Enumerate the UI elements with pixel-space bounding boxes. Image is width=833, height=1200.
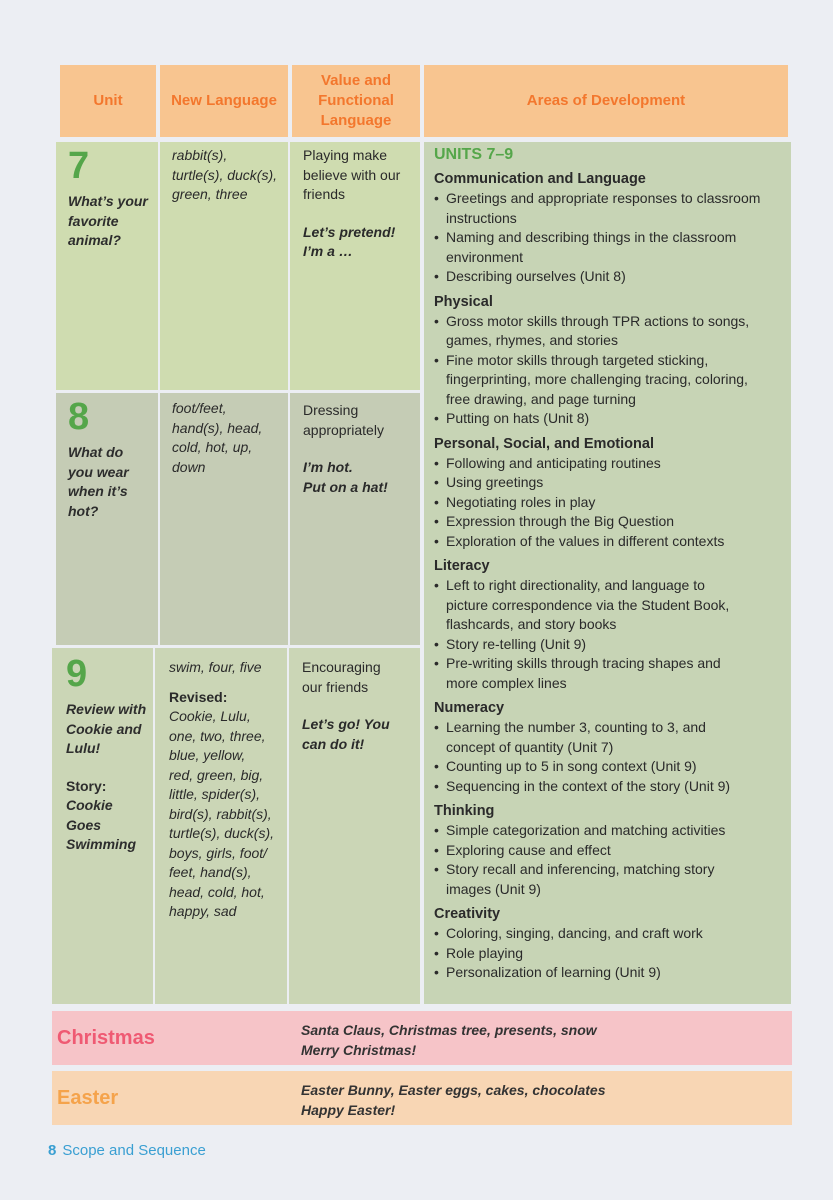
revised-word-line: happy, sad <box>169 903 237 919</box>
page-footer <box>48 1142 206 1159</box>
area-bullet-line: • Exploring cause and effect <box>446 841 611 858</box>
area-bullet-line: concept of quantity (Unit 7) <box>446 738 614 755</box>
unit-7-cell <box>56 142 158 390</box>
holiday-name: Christmas <box>57 1026 155 1049</box>
area-bullet-item <box>434 267 783 287</box>
area-bullet-item <box>434 777 783 797</box>
header-value-label <box>318 71 394 131</box>
unit-question: What do <box>68 444 124 460</box>
functional-language: can do it! <box>302 735 365 752</box>
unit-question: Lulu! <box>66 740 101 756</box>
area-bullet-item <box>434 228 783 267</box>
area-bullet-list <box>434 454 783 552</box>
area-bullet-line: • Pre-writing skills through tracing shapes and <box>446 655 721 671</box>
area-bullet-line: • Using greetings <box>446 474 544 490</box>
value-line: our friends <box>302 678 369 695</box>
language-line: down <box>172 458 206 475</box>
area-bullet-line: • Personalization of learning (Unit 9) <box>446 964 661 980</box>
area-heading: Physical <box>434 293 493 310</box>
revised-word-line: red, green, big, <box>169 766 264 783</box>
holiday-vocab: Easter Bunny, Easter eggs, cakes, chocolates <box>301 1082 606 1098</box>
area-bullet-line: • Fine motor skills through targeted sticking, <box>446 351 709 368</box>
area-bullet-item <box>434 493 783 513</box>
holiday-greeting: Merry Christmas! <box>301 1042 417 1058</box>
area-bullet-item <box>434 963 783 983</box>
footer-title: Scope and Sequence <box>62 1142 206 1159</box>
area-heading: Literacy <box>434 558 490 574</box>
header-value-line: Value and <box>320 72 391 89</box>
area-bullet-item <box>434 532 783 552</box>
header-new-language-label: New Language <box>171 92 277 109</box>
unit-number: 8 <box>68 396 90 438</box>
area-heading: Communication and Language <box>434 171 646 187</box>
holiday-name: Easter <box>57 1086 119 1109</box>
areas-title: UNITS 7–9 <box>434 146 514 163</box>
area-bullet-line: • Expression through the Big Question <box>446 513 675 529</box>
unit-question: you wear <box>68 463 129 480</box>
area-bullet-item <box>434 860 783 899</box>
area-bullet-line: • Left to right directionality, and language to <box>446 577 705 593</box>
area-bullet-line: games, rhymes, and stories <box>446 332 618 348</box>
area-bullet-item <box>434 189 783 228</box>
functional-language: Let’s pretend! <box>303 223 396 240</box>
revised-word-line: blue, yellow, <box>169 747 246 763</box>
unit-9-value-cell <box>289 648 420 1004</box>
revised-word-line: head, cold, hot, <box>169 883 265 900</box>
language-line: green, three <box>172 186 248 202</box>
area-bullet-item <box>434 821 783 841</box>
area-bullet-item <box>434 654 783 693</box>
value-line: Dressing <box>303 402 359 418</box>
value-line: Playing make <box>303 147 388 163</box>
revised-label: Revised: <box>169 688 228 705</box>
unit-9-cell <box>52 648 153 1004</box>
value-line: appropriately <box>303 421 384 438</box>
holiday-items <box>288 1071 792 1125</box>
unit-question: favorite <box>68 212 119 229</box>
header-value-functional <box>292 65 420 137</box>
area-bullet-line: • Counting up to 5 in song context (Unit 9) <box>446 758 697 774</box>
story-label: Story: <box>66 777 107 794</box>
area-bullet-line: • Following and anticipating routines <box>446 454 661 471</box>
holiday-row-christmas <box>52 1011 792 1065</box>
area-bullet-line: • Naming and describing things in the classroom <box>446 229 737 245</box>
area-bullet-line: • Learning the number 3, counting to 3, and <box>446 719 706 735</box>
area-bullet-item <box>434 944 783 964</box>
language-line: rabbit(s), <box>172 147 228 163</box>
area-bullet-item <box>434 924 783 944</box>
language-line: hand(s), head, <box>172 419 263 436</box>
area-bullet-line: instructions <box>446 209 517 226</box>
revised-word-line: little, spider(s), <box>169 786 261 802</box>
area-bullet-list <box>434 576 783 693</box>
revised-word-line: feet, hand(s), <box>169 864 252 880</box>
area-bullet-line: • Coloring, singing, dancing, and craft work <box>446 925 703 941</box>
area-bullet-line: • Gross motor skills through TPR actions to songs, <box>446 312 750 329</box>
unit-question: Review with <box>66 701 147 717</box>
header-areas-label: Areas of Development <box>526 92 686 109</box>
area-bullet-line: • Negotiating roles in play <box>446 493 596 510</box>
page-number: 8 <box>48 1142 57 1159</box>
area-bullet-line: • Putting on hats (Unit 8) <box>446 410 590 426</box>
functional-language: I’m hot. <box>303 459 353 475</box>
holiday-greeting: Happy Easter! <box>301 1102 396 1118</box>
unit-question: What’s your <box>68 193 148 209</box>
revised-list <box>169 707 287 922</box>
unit-question: Cookie and <box>66 720 142 737</box>
revised-word-line: bird(s), rabbit(s), <box>169 805 272 822</box>
header-unit <box>60 65 156 137</box>
unit-8-value-cell <box>290 393 420 645</box>
value-line: believe with our <box>303 166 401 183</box>
revised-word-line: one, two, three, <box>169 727 266 744</box>
value-line: Encouraging <box>302 659 381 675</box>
unit-8-language-cell <box>160 393 288 645</box>
area-bullet-list <box>434 718 783 796</box>
holiday-row-easter <box>52 1071 792 1125</box>
areas-of-development-cell <box>424 142 791 1004</box>
area-bullet-item <box>434 351 783 410</box>
revised-word-line: turtle(s), duck(s), <box>169 825 275 841</box>
area-bullet-item <box>434 312 783 351</box>
area-bullet-line: • Describing ourselves (Unit 8) <box>446 268 626 284</box>
area-bullet-list <box>434 312 783 429</box>
unit-7-language-cell <box>160 142 288 390</box>
revised-word-line: boys, girls, foot/ <box>169 844 268 861</box>
area-bullet-line: • Sequencing in the context of the story (Unit 9) <box>446 777 731 794</box>
area-bullet-item <box>434 635 783 655</box>
area-bullet-item <box>434 576 783 635</box>
unit-7-value-cell <box>290 142 420 390</box>
unit-9-language-cell <box>155 648 287 1004</box>
area-bullet-line: more complex lines <box>446 674 567 691</box>
area-heading: Creativity <box>434 906 501 922</box>
area-bullet-line: flashcards, and story books <box>446 616 617 632</box>
area-bullet-item <box>434 454 783 474</box>
area-bullet-item <box>434 512 783 532</box>
unit-8-cell <box>56 393 158 645</box>
area-bullet-list <box>434 189 783 287</box>
area-bullet-line: environment <box>446 248 524 265</box>
functional-language: Put on a hat! <box>303 478 388 495</box>
header-unit-label: Unit <box>93 92 123 109</box>
unit-number: 9 <box>66 653 88 695</box>
area-heading: Personal, Social, and Emotional <box>434 435 654 452</box>
area-bullet-item <box>434 841 783 861</box>
area-bullet-line: • Exploration of the values in different contexts <box>446 532 725 549</box>
unit-question: animal? <box>68 232 121 248</box>
area-bullet-line: • Greetings and appropriate responses to classroom <box>446 190 761 206</box>
area-bullet-item <box>434 473 783 493</box>
area-heading: Thinking <box>434 803 495 819</box>
functional-language: I’m a … <box>303 243 353 259</box>
area-bullet-line: • Simple categorization and matching activities <box>446 822 726 838</box>
area-bullet-line: picture correspondence via the Student Book, <box>446 596 730 613</box>
holiday-vocab: Santa Claus, Christmas tree, presents, snow <box>301 1022 597 1038</box>
area-bullet-line: free drawing, and page turning <box>446 390 636 407</box>
header-areas <box>424 65 788 137</box>
area-bullet-list <box>434 924 783 983</box>
unit-question: hot? <box>68 502 99 519</box>
areas-sections <box>434 170 783 983</box>
story-title: Cookie <box>66 797 113 813</box>
language-line: cold, hot, up, <box>172 439 253 455</box>
functional-language: Let’s go! You <box>302 716 390 732</box>
language-line: foot/feet, <box>172 400 227 416</box>
header-value-line: Functional <box>318 92 394 109</box>
header-value-line: Language <box>320 112 392 129</box>
header-new-language <box>160 65 288 137</box>
area-bullet-item <box>434 718 783 757</box>
area-bullet-line: fingerprinting, more challenging tracing, coloring, <box>446 371 748 387</box>
area-heading: Numeracy <box>434 700 505 716</box>
language-line: swim, four, five <box>169 659 262 675</box>
language-line: turtle(s), duck(s), <box>172 166 278 183</box>
area-bullet-line: • Story recall and inferencing, matching story <box>446 861 715 877</box>
holiday-items <box>288 1011 792 1065</box>
area-bullet-line: images (Unit 9) <box>446 880 541 897</box>
area-bullet-list <box>434 821 783 899</box>
story-title: Swimming <box>66 836 137 852</box>
area-bullet-item <box>434 409 783 429</box>
revised-word-line: Cookie, Lulu, <box>169 708 251 724</box>
unit-question: when it’s <box>68 483 128 499</box>
unit-number: 7 <box>68 145 90 187</box>
area-bullet-line: • Story re-telling (Unit 9) <box>446 635 587 652</box>
area-bullet-line: • Role playing <box>446 944 524 961</box>
value-line: friends <box>303 186 346 202</box>
area-bullet-item <box>434 757 783 777</box>
story-title: Goes <box>66 816 102 833</box>
